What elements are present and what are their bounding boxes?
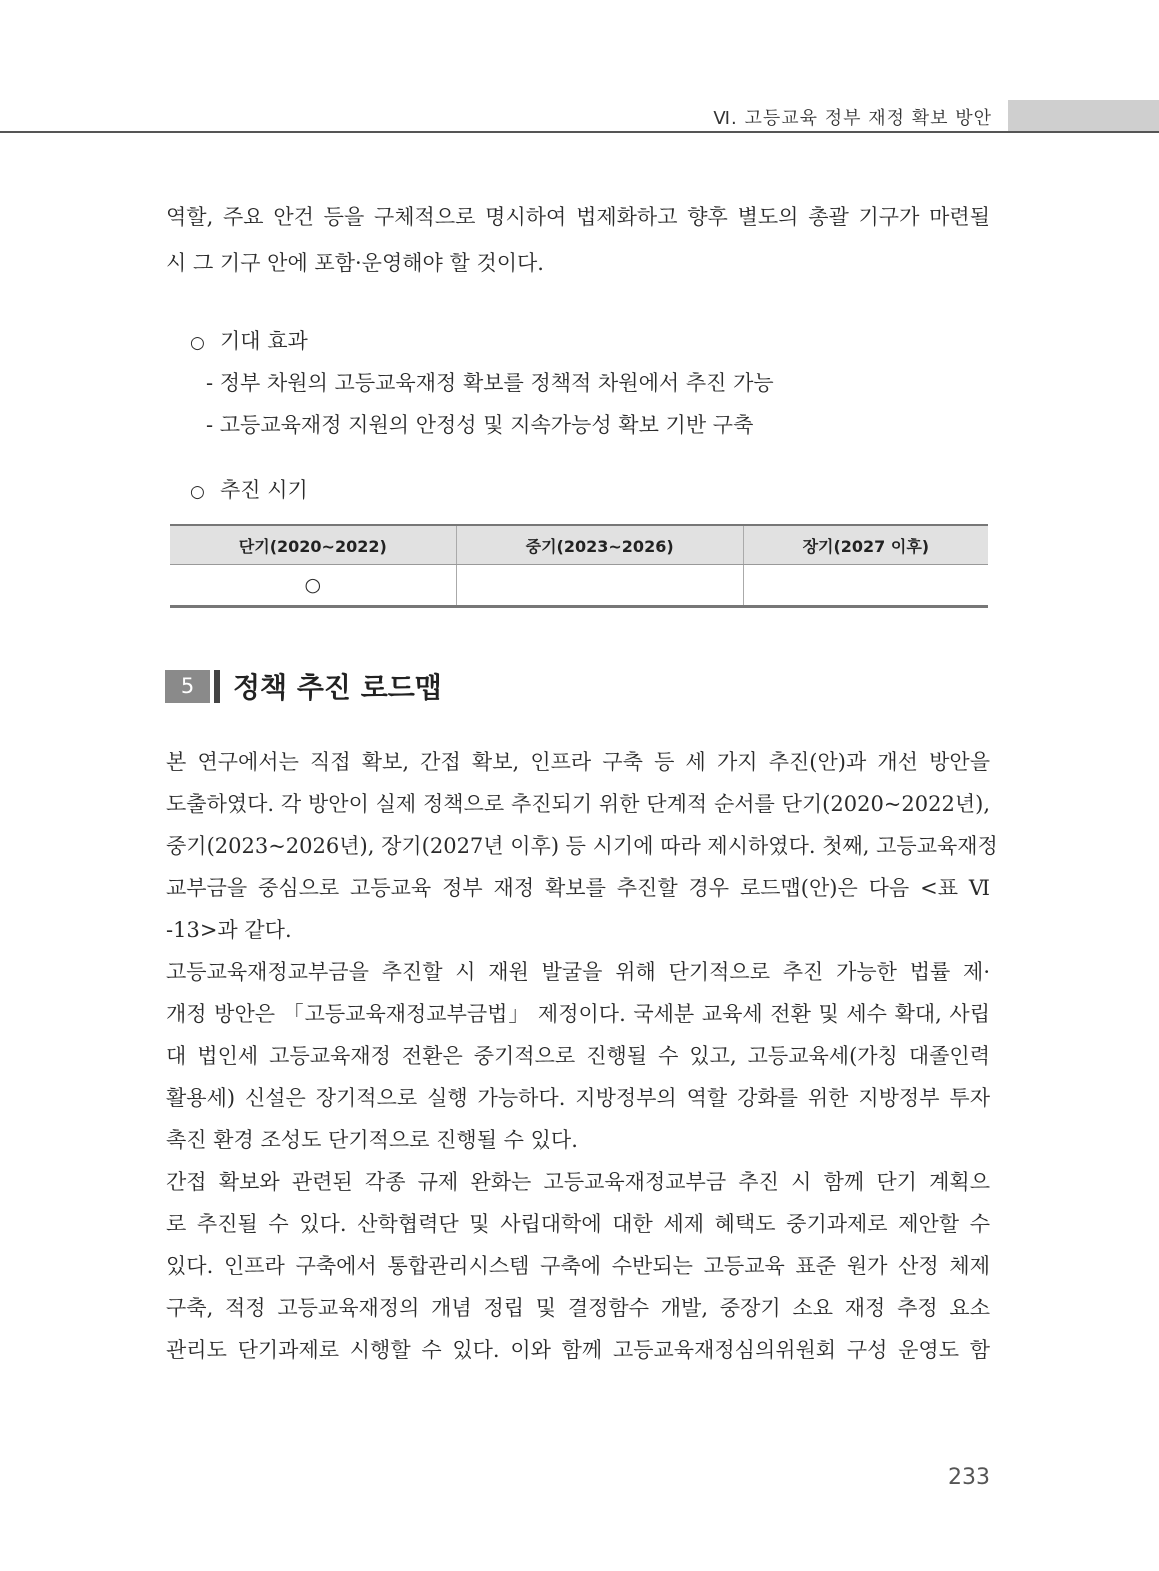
body-line: 고등교육재정교부금을 추진할 시 재원 발굴을 위해 단기적으로 추진 가능한 법률 제· bbox=[166, 960, 990, 984]
page-number: 233 bbox=[948, 1465, 990, 1490]
intro-line: 역할, 주요 안건 등을 구체적으로 명시하여 법제화하고 향후 별도의 총괄 기구가 마련될 bbox=[166, 205, 990, 229]
cell-mid-term bbox=[456, 565, 743, 607]
section-number-badge: 5 bbox=[165, 670, 210, 703]
section-title: 정책 추진 로드맵 bbox=[233, 671, 442, 704]
body-line: 도출하였다. 각 방안이 실제 정책으로 추진되기 위한 단계적 순서를 단기(2020~2022년), bbox=[166, 792, 990, 816]
effects-label: 기대 효과 bbox=[220, 329, 308, 353]
cell-long-term bbox=[743, 565, 988, 607]
body-line: 활용세) 신설은 장기적으로 실행 가능하다. 지방정부의 역할 강화를 위한 지방정부 투자 bbox=[166, 1086, 990, 1110]
body-line: 촉진 환경 조성도 단기적으로 진행될 수 있다. bbox=[166, 1128, 578, 1152]
body-line: 로 추진될 수 있다. 산학협력단 및 사립대학에 대한 세제 혜택도 중기과제로 제안할 수 bbox=[166, 1212, 990, 1236]
effects-heading bbox=[190, 327, 308, 357]
header-long-term: 장기(2027 이후) bbox=[743, 525, 988, 565]
timing-table bbox=[170, 524, 988, 608]
header-tab-bar bbox=[1008, 100, 1159, 132]
table-header-row bbox=[170, 525, 988, 565]
body-line: 개정 방안은 「고등교육재정교부금법」 제정이다. 국세분 교육세 전환 및 세수 확대, 사립 bbox=[166, 1002, 990, 1026]
timing-heading bbox=[190, 476, 308, 506]
body-line: 대 법인세 고등교육재정 전환은 중기적으로 진행될 수 있고, 고등교육세(가칭 대졸인력 bbox=[166, 1044, 990, 1068]
effects-item: - 정부 차원의 고등교육재정 확보를 정책적 차원에서 추진 가능 bbox=[206, 371, 774, 395]
circle-bullet-icon: ○ bbox=[190, 482, 205, 502]
running-header: Ⅵ. 고등교육 정부 재정 확보 방안 bbox=[713, 108, 992, 129]
section-bar bbox=[214, 670, 220, 703]
body-line: 있다. 인프라 구축에서 통합관리시스템 구축에 수반되는 고등교육 표준 원가 산정 체제 bbox=[166, 1254, 990, 1278]
intro-line: 시 그 기구 안에 포함·운영해야 할 것이다. bbox=[166, 251, 544, 275]
table-row bbox=[170, 565, 988, 607]
header-rule bbox=[0, 131, 1159, 133]
circle-bullet-icon: ○ bbox=[190, 333, 205, 353]
header-mid-term: 중기(2023~2026) bbox=[456, 525, 743, 565]
body-line: 간접 확보와 관련된 각종 규제 완화는 고등교육재정교부금 추진 시 함께 단기 계획으 bbox=[166, 1170, 990, 1194]
body-line: 중기(2023~2026년), 장기(2027년 이후) 등 시기에 따라 제시하였다. 첫째, 고등교육재정 bbox=[166, 834, 998, 858]
effects-item: - 고등교육재정 지원의 안정성 및 지속가능성 확보 기반 구축 bbox=[206, 413, 754, 437]
body-line: 본 연구에서는 직접 확보, 간접 확보, 인프라 구축 등 세 가지 추진(안)과 개선 방안을 bbox=[166, 750, 990, 774]
body-line: -13>과 같다. bbox=[166, 918, 292, 942]
header-short-term: 단기(2020~2022) bbox=[170, 525, 456, 565]
timing-label: 추진 시기 bbox=[220, 478, 308, 502]
cell-short-term: ○ bbox=[170, 565, 456, 607]
body-line: 구축, 적정 고등교육재정의 개념 정립 및 결정함수 개발, 중장기 소요 재정 추정 요소 bbox=[166, 1296, 990, 1320]
body-line: 교부금을 중심으로 고등교육 정부 재정 확보를 추진할 경우 로드맵(안)은 다음 <표 Ⅵ bbox=[166, 876, 990, 900]
body-line: 관리도 단기과제로 시행할 수 있다. 이와 함께 고등교육재정심의위원회 구성 운영도 함 bbox=[166, 1338, 990, 1362]
